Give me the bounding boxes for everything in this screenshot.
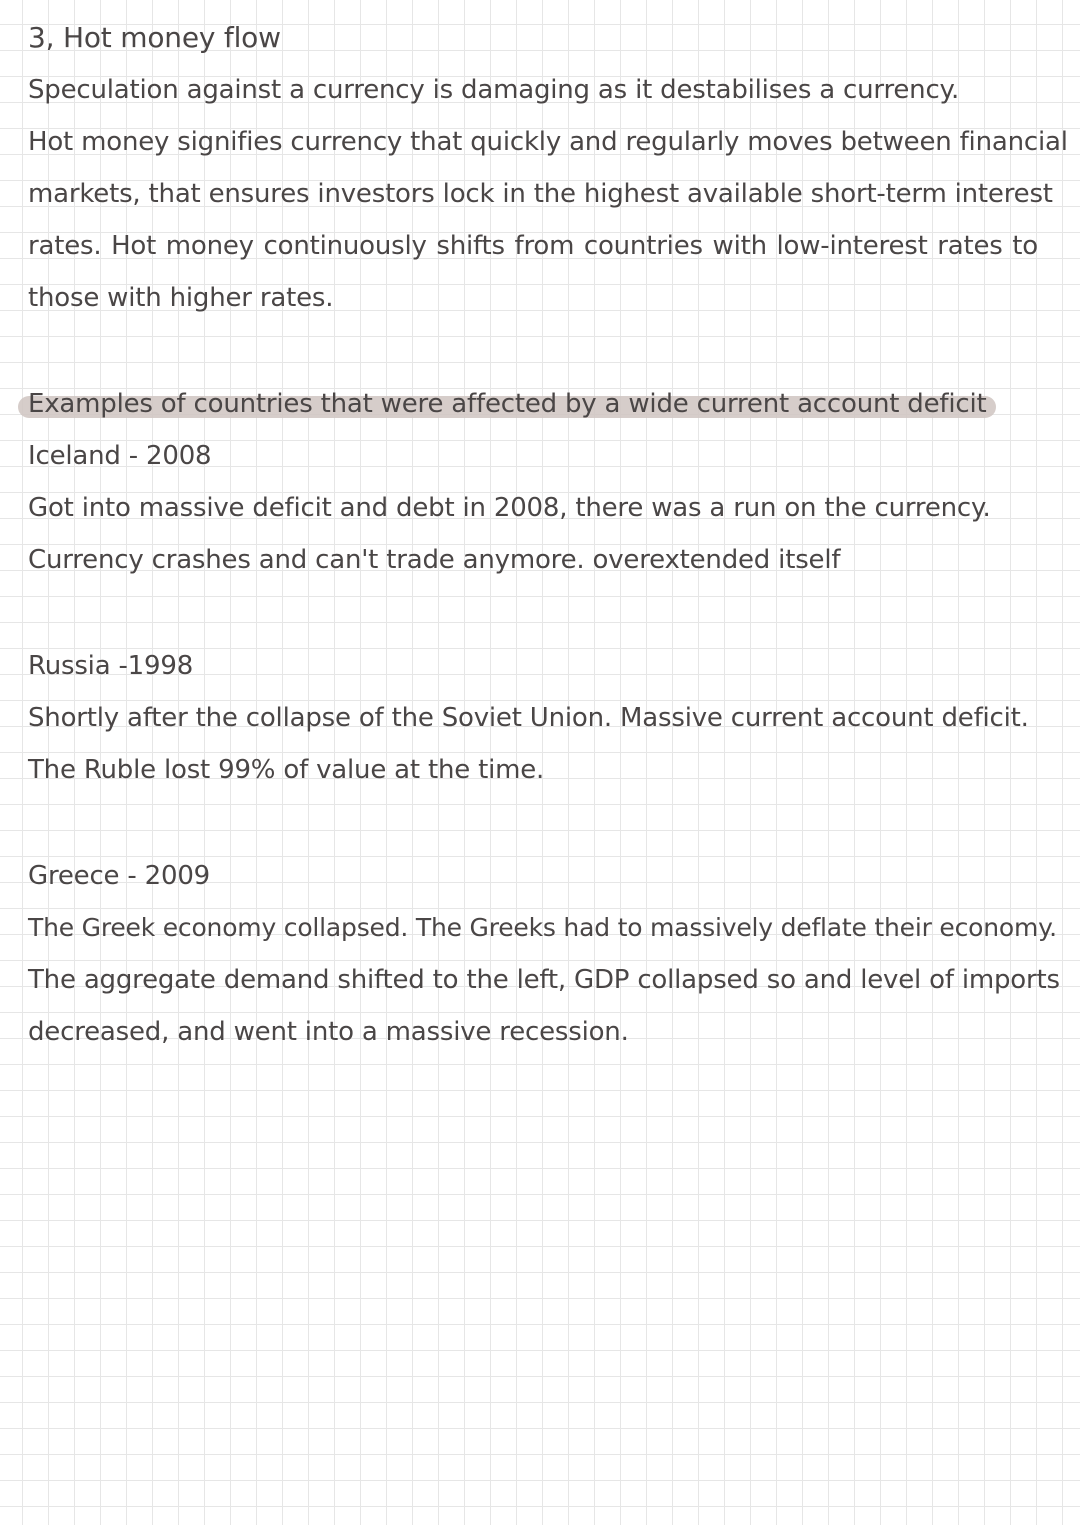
section-heading: 3, Hot money flow <box>28 21 281 54</box>
example-line: decreased, and went into a massive recession. <box>28 1017 629 1047</box>
examples-title: Examples of countries that were affected by a wide current account deficit <box>28 389 987 419</box>
example-line: The Ruble lost 99% of value at the time. <box>28 755 545 785</box>
example-line: Shortly after the collapse of the Soviet Union. Massive current account deficit. <box>28 703 1029 733</box>
paragraph-line: rates. Hot money continuously shifts from countries with low-interest rates to <box>28 231 1038 261</box>
example-country-year: Russia -1998 <box>28 651 194 681</box>
paragraph-line: markets, that ensures investors lock in the highest available short-term interest <box>28 179 1053 209</box>
example-country-year: Iceland - 2008 <box>28 441 212 471</box>
paragraph-line: Hot money signifies currency that quickly and regularly moves between financial <box>28 127 1068 157</box>
example-line: The aggregate demand shifted to the left, GDP collapsed so and level of imports <box>28 965 1060 995</box>
paragraph-line: Speculation against a currency is damaging as it destabilises a currency. <box>28 75 960 105</box>
paragraph-line: those with higher rates. <box>28 283 334 313</box>
example-line: The Greek economy collapsed. The Greeks had to massively deflate their economy. <box>28 913 1057 942</box>
example-line: Currency crashes and can't trade anymore. overextended itself <box>28 545 841 575</box>
example-country-year: Greece - 2009 <box>28 861 211 891</box>
example-line: Got into massive deficit and debt in 2008, there was a run on the currency. <box>28 493 991 523</box>
